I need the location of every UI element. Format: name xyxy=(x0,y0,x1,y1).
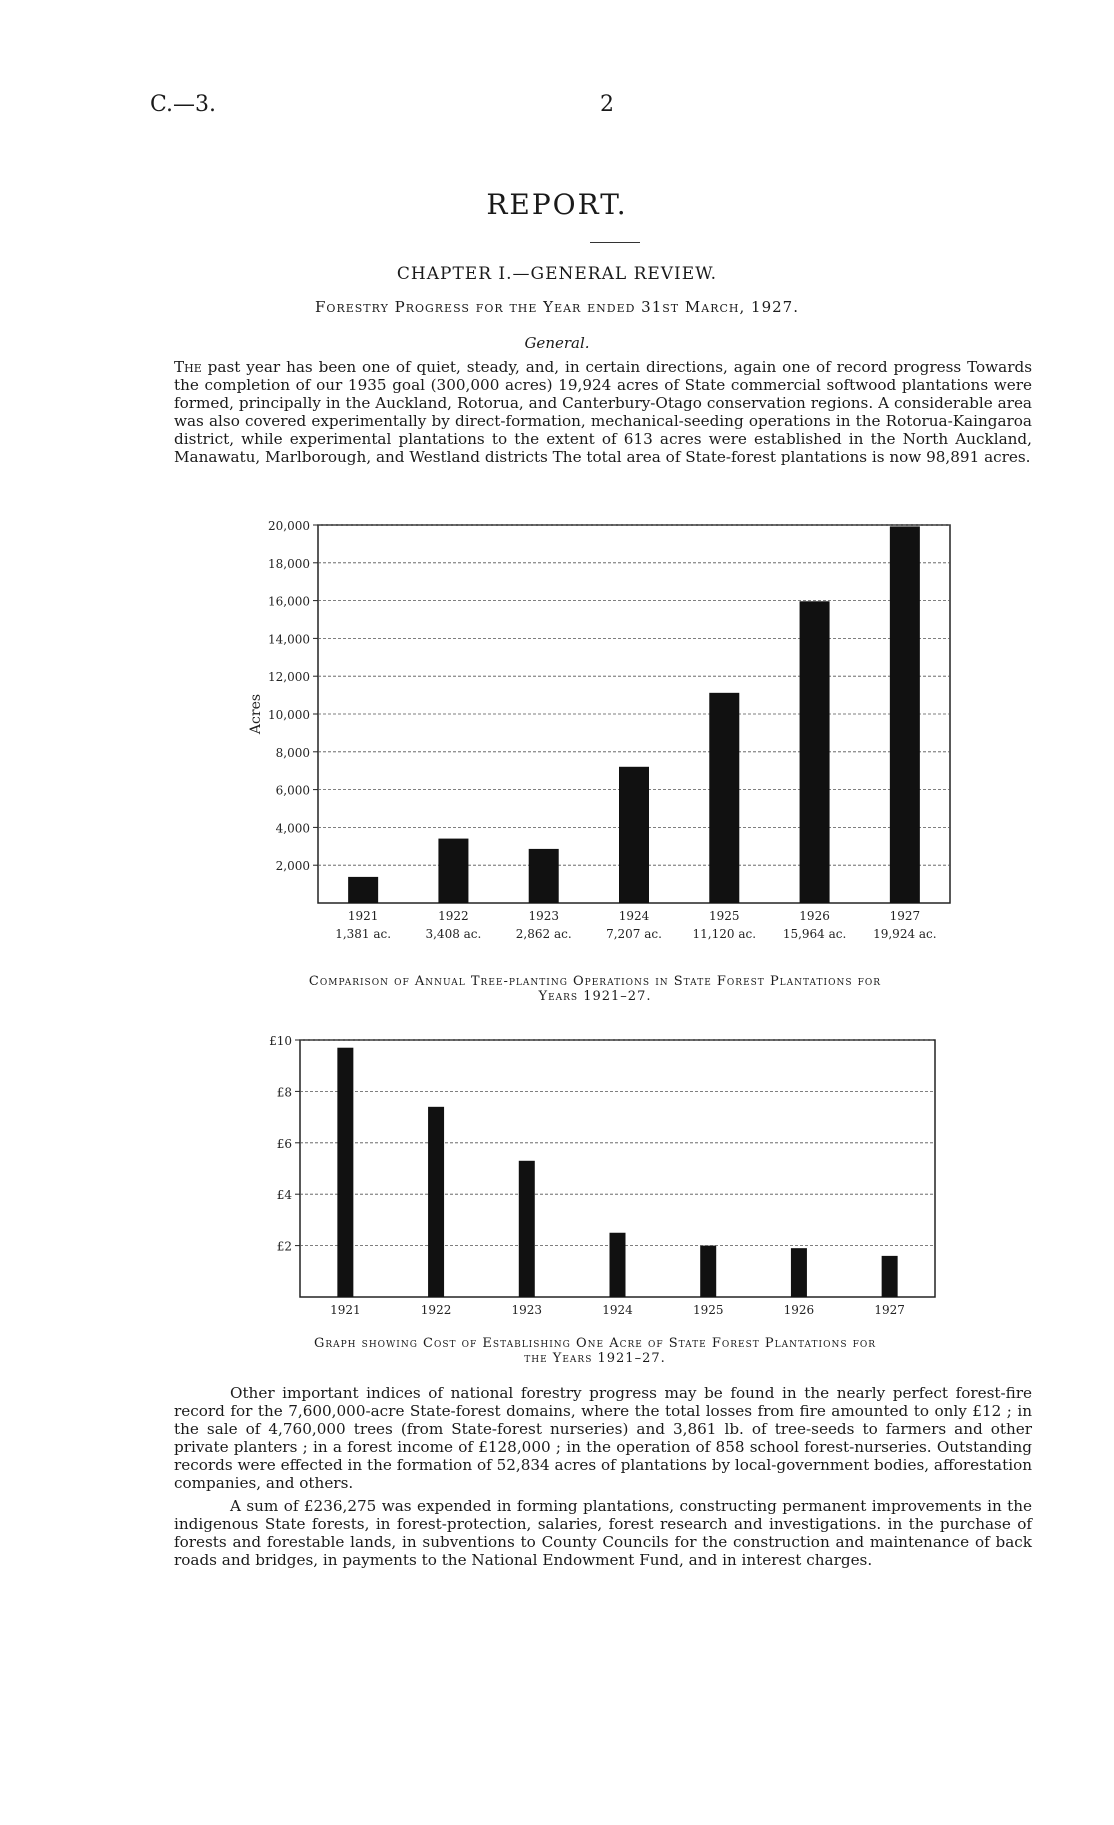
acres-chart-value-label: 1,381 ac. xyxy=(335,927,392,941)
acres-chart-y-tick-label: 12,000 xyxy=(268,670,310,685)
acres-chart-y-tick-label: 8,000 xyxy=(275,745,310,760)
report-title: REPORT. xyxy=(486,188,628,221)
chapter-heading: CHAPTER I.—GENERAL REVIEW. xyxy=(396,264,718,284)
acres-chart-y-tick-label: 16,000 xyxy=(268,594,310,609)
acres-chart-y-tick-label: 18,000 xyxy=(268,556,310,571)
cost-caption-line2: the Years 1921–27. xyxy=(524,1351,666,1366)
paragraph-expenditure: A sum of £236,275 was expended in forming plantations, constructing permanent improvements in the indigenous State forests, in forest-protection, salaries, forest research and investigations. in the purchase of forests and forestable lands, in subventions to County Councils for the construction and maintenance of back roads and bridges, in payments to the National Endowment Fund, and in interest charges. xyxy=(174,1497,1032,1569)
cost-chart-category-label: 1922 xyxy=(420,1303,452,1317)
cost-chart-bar-1924 xyxy=(610,1233,626,1297)
cost-chart-y-tick-label: £2 xyxy=(276,1239,292,1254)
acres-chart-category-label: 1925 xyxy=(709,909,740,923)
acres-chart-value-label: 19,924 ac. xyxy=(873,927,937,941)
cost-chart-y-tick-label: £8 xyxy=(276,1085,292,1100)
acres-chart-y-tick-label: 14,000 xyxy=(268,632,310,647)
acres-chart-bar-1925 xyxy=(709,693,739,903)
acres-caption-line2: Years 1921–27. xyxy=(538,989,652,1004)
acres-chart-value-label: 3,408 ac. xyxy=(425,927,482,941)
acres-chart-category-label: 1924 xyxy=(618,909,650,923)
cost-chart-category-label: 1921 xyxy=(330,1303,361,1317)
acres-chart-category-label: 1923 xyxy=(528,909,559,923)
cost-chart-bar-1922 xyxy=(428,1107,444,1297)
acres-chart-y-tick-label: 6,000 xyxy=(275,783,310,798)
acres-chart-bar-1923 xyxy=(529,849,559,903)
acres-chart-category-label: 1927 xyxy=(889,909,921,923)
acres-chart-bar-1922 xyxy=(438,839,468,903)
cost-caption-line1: Graph showing Cost of Establishing One Acre of State Forest Plantations for xyxy=(313,1336,877,1351)
paragraph-general-body: past year has been one of quiet, steady, and, in certain directions, again one of record progress Towards the completion of our 1935 goal (300,000 acres) 19,924 acres of State commercial softwood plantations were formed, principally in the Auckland, Rotorua, and Canterbury-Otago conservation regions. A considerable area was also covered experimentally by direct-formation, mechanical-seeding operations in the Rotorua-Kaingaroa district, while experimental plantations to the extent of 613 acres were established in the North Auckland, Manawatu, Marlborough, and Westland districts The total area of State-forest plantations is now 98,891 acres. xyxy=(174,358,1032,466)
acres-chart-bar-1924 xyxy=(619,767,649,903)
acres-chart-caption xyxy=(200,974,990,1004)
cost-chart-bar-1925 xyxy=(700,1246,716,1297)
acres-chart-value-label: 15,964 ac. xyxy=(782,927,847,941)
acres-chart-y-tick-label: 10,000 xyxy=(268,708,310,722)
cost-chart-y-tick-label: £4 xyxy=(276,1188,292,1203)
cost-chart-category-label: 1927 xyxy=(874,1303,905,1317)
acres-chart-category-label: 1926 xyxy=(799,909,830,923)
acres-chart-y-tick-label: 20,000 xyxy=(268,519,310,533)
cost-chart-bar-1921 xyxy=(337,1048,353,1297)
cost-chart-bar-1926 xyxy=(791,1248,807,1297)
acres-chart-y-tick-label: 2,000 xyxy=(275,859,310,874)
cost-chart-y-tick-label: £10 xyxy=(269,1034,292,1048)
acres-chart-bar-1927 xyxy=(890,526,920,903)
acres-chart-value-label: 2,862 ac. xyxy=(515,927,572,941)
acres-chart-value-label: 11,120 ac. xyxy=(692,927,757,941)
acres-chart-value-label: 7,207 ac. xyxy=(606,927,662,941)
chapter-subtitle: Forestry Progress for the Year ended 31st March, 1927. xyxy=(315,298,799,316)
cost-chart-category-label: 1923 xyxy=(511,1303,543,1317)
cost-chart-category-label: 1926 xyxy=(783,1303,815,1317)
acres-chart-y-tick-label: 4,000 xyxy=(275,821,310,836)
paragraph-other-indices: Other important indices of national forestry progress may be found in the nearly perfect forest-fire record for the 7,600,000-acre State-forest domains, where the total losses from fire amounted to only £12 ; in the sale of 4,760,000 trees (from State-forest nurseries) and 3,861 lb. of tree-seeds to farmers and other private planters ; in a forest income of £128,000 ; in the operation of 858 school forest-nurseries. Outstanding records were effected in the formation of 52,834 acres of plantations by local-government bodies, afforestation companies, and others. xyxy=(174,1384,1032,1492)
cost-chart-category-label: 1925 xyxy=(692,1303,724,1317)
section-heading: General. xyxy=(524,334,590,352)
acres-chart-category-label: 1921 xyxy=(347,909,379,923)
acres-chart-y-axis-label: Acres xyxy=(248,693,264,735)
paragraph-lead-word: The xyxy=(174,358,202,376)
acres-caption-line1: Comparison of Annual Tree-planting Operations in State Forest Plantations for xyxy=(308,974,882,989)
cost-chart-caption xyxy=(200,1336,990,1366)
cost-chart-bar-1923 xyxy=(519,1161,535,1297)
acres-chart-bar-1921 xyxy=(348,877,378,903)
acres-chart-bar-1926 xyxy=(800,601,830,903)
cost-chart-bar-1927 xyxy=(882,1256,898,1297)
page-number: 2 xyxy=(600,92,614,117)
acres-chart-category-label: 1922 xyxy=(438,909,469,923)
cost-chart-category-label: 1924 xyxy=(602,1303,633,1317)
cost-chart-y-tick-label: £6 xyxy=(276,1136,292,1151)
document-reference: C.—3. xyxy=(150,92,217,117)
